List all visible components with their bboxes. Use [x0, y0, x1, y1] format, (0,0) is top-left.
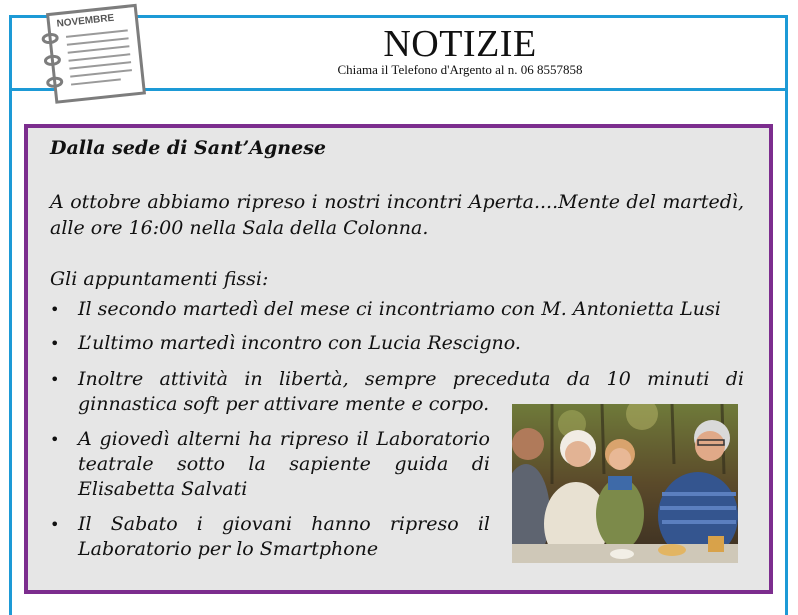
page-subtitle: Chiama il Telefono d'Argento al n. 06 8557858	[337, 62, 583, 77]
bullet: •	[50, 430, 60, 449]
list-item-text: L’ultimo martedì incontro con Lucia Rescigno.	[78, 332, 521, 354]
notepad-icon	[38, 0, 150, 108]
article-heading: Dalla sede di Sant’Agnese	[50, 137, 326, 159]
seniors-photo	[512, 404, 738, 563]
list-item-text: A giovedì alterni ha ripreso il Laboratorio teatrale sotto la sapiente guida di Elisabetta Salvati	[78, 428, 490, 500]
notepad-month-label: NOVEMBRE	[56, 12, 115, 30]
bullet: •	[50, 370, 60, 389]
list-title: Gli appuntamenti fissi:	[50, 268, 269, 290]
bullet: •	[50, 334, 60, 353]
page-title: NOTIZIE	[383, 23, 537, 65]
list-item-text: Inoltre attività in libertà, sempre preceduta da 10 minuti di ginnastica soft per attivare mente e corpo.	[78, 368, 744, 415]
bullet: •	[50, 300, 60, 319]
article-intro: A ottobre abbiamo ripreso i nostri incontri Aperta....Mente del martedì, alle ore 16:00 nella Sala della Colonna.	[50, 191, 744, 239]
list-item-text: Il secondo martedì del mese ci incontriamo con M. Antonietta Lusi	[78, 298, 721, 320]
list-item-text: Il Sabato i giovani hanno ripreso il Laboratorio per lo Smartphone	[78, 513, 490, 560]
bullet: •	[50, 515, 60, 534]
